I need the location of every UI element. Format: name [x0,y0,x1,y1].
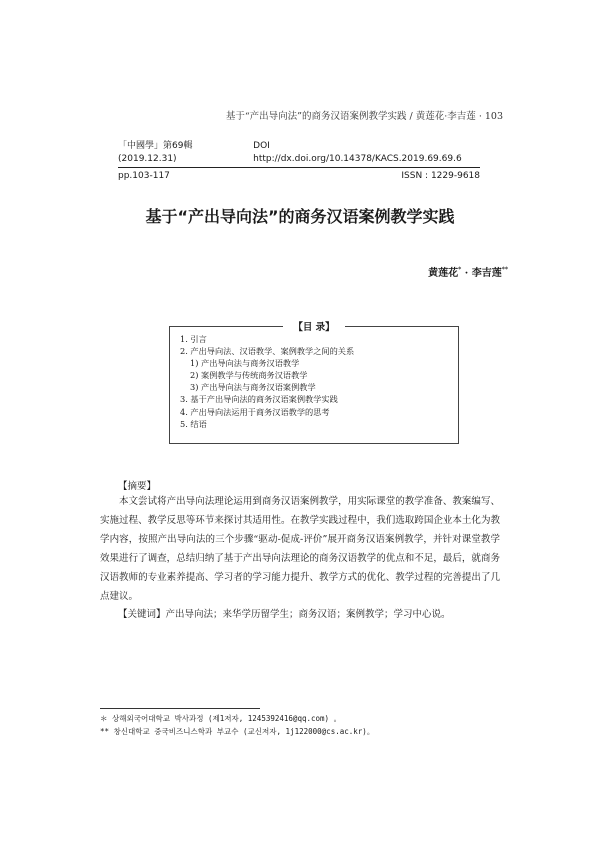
footnotes [100,712,500,738]
toc-item: 5. 结语 [180,418,207,429]
author-2-mark: ** [501,266,508,274]
footnote-1: ＊ 상해외국어대학교 박사과정 (제1저자, 1245392416@qq.com) 。 [100,714,342,723]
abstract-heading: 【摘要】 [118,481,157,492]
author-2: 李吉莲 [471,268,502,279]
running-head: 基于“产出导向法”的商务汉语案例教学实践 / 黄莲花·李吉莲 · 103 [225,111,503,122]
paper-title: 基于“产出导向法”的商务汉语案例教学实践 [145,207,455,226]
toc-subitem: 2) 案例教学与传统商务汉语教学 [190,370,308,381]
toc-heading: 【目 录】 [170,319,458,333]
footnote-2: ** 창신대학교 중국비즈니스학과 부교수 (교신저자, 1j122000@cs.ac.kr)。 [100,727,375,736]
abstract-body: 本文尝试将产出导向法理论运用到商务汉语案例教学，用实际课堂的教学准备、教案编写、实施过程、教学反思等环节来探讨其适用性。在教学实践过程中，我们选取跨国企业本土化为教学内容，按照产出导向法的三个步骤“驱动-促成-评价”展开商务汉语案例教学，并针对课堂教学效果进行了调查，总结归纳了基于产出导向法理论的商务汉语教学的优点和不足，最后，就商务汉语教师的专业素养提高、学习者的学习能力提升、教学方式的优化、教学过程的完善提出了几点建议。 [100,496,500,602]
toc-item: 1. 引言 [180,334,207,344]
issn: ISSN : 1229-9618 [401,171,480,181]
doi-link[interactable]: DOI http://dx.doi.org/10.14378/KACS.2019.69.69.6 [253,141,462,164]
toc-subitem: 3) 产出导向法与商务汉语案例教学 [190,382,316,393]
author-separator: · [461,268,472,279]
keywords: 【关键词】产出导向法；来华学历留学生；商务汉语；案例教学；学习中心说。 [118,609,451,620]
toc-subitem: 1) 产出导向法与商务汉语教学 [190,358,300,369]
toc-item: 2. 产出导向法、汉语教学、案例教学之间的关系 [180,346,355,357]
table-of-contents [169,322,459,444]
author-line [428,264,508,279]
journal-meta [118,140,480,183]
toc-item: 3. 基于产出导向法的商务汉语案例教学实践 [180,394,338,405]
page-range: pp.103-117 [118,171,170,181]
footnote-rule [100,708,260,709]
author-1: 黄莲花 [428,268,459,279]
toc-list [170,327,458,430]
toc-item: 4. 产出导向法运用于商务汉语教学的思考 [180,406,330,417]
author-1-mark: * [458,266,462,274]
journal-issue: 「中國學」第69輯 (2019.12.31) [118,141,193,164]
meta-rule [118,167,480,168]
